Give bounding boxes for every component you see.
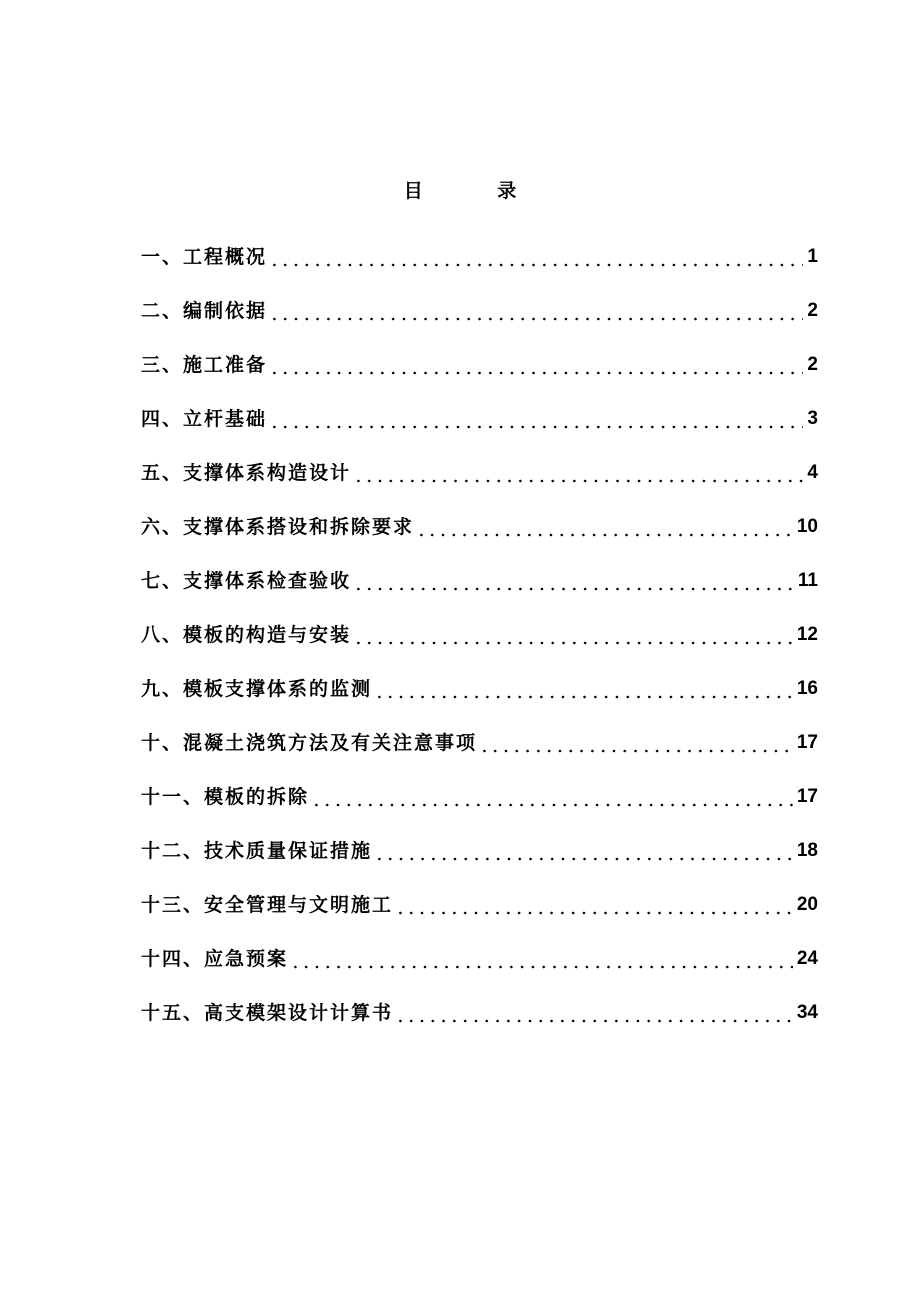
toc-page-number: 11 — [797, 570, 818, 591]
toc-entry[interactable] — [141, 284, 818, 338]
toc-entry[interactable] — [141, 986, 818, 1040]
toc-dot-leader — [269, 296, 803, 326]
toc-dot-leader — [479, 728, 793, 758]
toc-page-number: 20 — [796, 894, 818, 915]
toc-page-number: 3 — [807, 408, 818, 429]
toc-dot-leader — [290, 944, 793, 974]
toc-entry[interactable] — [141, 500, 818, 554]
toc-page-number: 17 — [796, 732, 818, 753]
toc-page-number: 17 — [796, 786, 818, 807]
toc-entry-label: 六、支撑体系搭设和拆除要求 — [141, 516, 415, 538]
toc-entry[interactable] — [141, 392, 818, 446]
toc-entry-label: 三、施工准备 — [141, 354, 268, 376]
toc-page-number: 1 — [807, 246, 818, 267]
toc-page-number: 16 — [796, 678, 818, 699]
toc-dot-leader — [353, 620, 793, 650]
toc-dot-leader — [374, 836, 793, 866]
toc-page-number: 34 — [796, 1002, 818, 1023]
toc-entry[interactable] — [141, 662, 818, 716]
toc-entry-label: 十、混凝土浇筑方法及有关注意事项 — [141, 732, 478, 754]
toc-dot-leader — [374, 674, 793, 704]
toc-entry-label: 十一、模板的拆除 — [141, 786, 310, 808]
toc-dot-leader — [395, 890, 793, 920]
toc-entry-label: 二、编制依据 — [141, 300, 268, 322]
toc-dot-leader — [269, 404, 803, 434]
toc-entry[interactable] — [141, 554, 818, 608]
toc-dot-leader — [269, 242, 803, 272]
toc-entry-label: 十二、技术质量保证措施 — [141, 840, 373, 862]
toc-entry[interactable] — [141, 608, 818, 662]
toc-page-number: 24 — [796, 948, 818, 969]
toc-dot-leader — [416, 512, 793, 542]
toc-entry[interactable] — [141, 770, 818, 824]
toc-dot-leader — [353, 458, 803, 488]
toc-page-number: 2 — [807, 300, 818, 321]
toc-page-number: 12 — [796, 624, 818, 645]
toc-entry[interactable] — [141, 716, 818, 770]
toc-page-number: 18 — [796, 840, 818, 861]
toc-entry-label: 七、支撑体系检查验收 — [141, 570, 352, 592]
table-of-contents — [141, 230, 818, 1040]
toc-entry[interactable] — [141, 446, 818, 500]
toc-page-number: 4 — [807, 462, 818, 483]
toc-page-number: 2 — [807, 354, 818, 375]
toc-entry-label: 九、模板支撑体系的监测 — [141, 678, 373, 700]
toc-entry-label: 十四、应急预案 — [141, 948, 289, 970]
toc-title: 目 录 — [403, 180, 551, 202]
toc-entry-label: 四、立杆基础 — [141, 408, 268, 430]
toc-page-number: 10 — [796, 516, 818, 537]
toc-entry-label: 十五、高支模架设计计算书 — [141, 1002, 394, 1024]
toc-dot-leader — [311, 782, 793, 812]
toc-entry-label: 八、模板的构造与安装 — [141, 624, 352, 646]
toc-entry-label: 一、工程概况 — [141, 246, 268, 268]
toc-entry[interactable] — [141, 230, 818, 284]
toc-entry[interactable] — [141, 878, 818, 932]
toc-entry[interactable] — [141, 932, 818, 986]
toc-entry[interactable] — [141, 338, 818, 392]
toc-entry[interactable] — [141, 824, 818, 878]
toc-entry-label: 五、支撑体系构造设计 — [141, 462, 352, 484]
toc-dot-leader — [395, 998, 793, 1028]
toc-entry-label: 十三、安全管理与文明施工 — [141, 894, 394, 916]
toc-dot-leader — [353, 566, 794, 596]
toc-dot-leader — [269, 350, 803, 380]
